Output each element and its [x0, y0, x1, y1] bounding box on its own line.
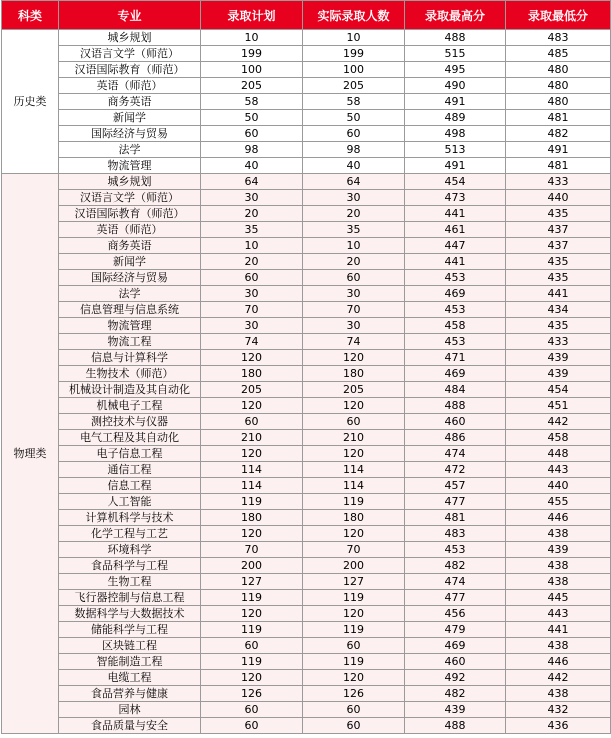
category-group — [2, 30, 611, 174]
plan-cell: 98 — [201, 142, 303, 158]
plan-cell: 40 — [201, 158, 303, 174]
table-row — [2, 558, 611, 574]
table-row — [2, 686, 611, 702]
max-score-cell: 495 — [405, 62, 506, 78]
plan-cell: 180 — [201, 510, 303, 526]
plan-cell: 119 — [201, 590, 303, 606]
admitted-cell: 60 — [303, 702, 405, 718]
max-score-cell: 488 — [405, 398, 506, 414]
major-cell: 园林 — [59, 702, 201, 718]
admitted-cell: 60 — [303, 126, 405, 142]
major-cell: 商务英语 — [59, 94, 201, 110]
admitted-cell: 30 — [303, 286, 405, 302]
plan-cell: 70 — [201, 302, 303, 318]
table-row — [2, 670, 611, 686]
plan-cell: 60 — [201, 270, 303, 286]
table-row — [2, 206, 611, 222]
category-group — [2, 174, 611, 734]
min-score-cell: 445 — [506, 590, 611, 606]
major-cell: 信息与计算科学 — [59, 350, 201, 366]
admitted-cell: 100 — [303, 62, 405, 78]
admitted-cell: 35 — [303, 222, 405, 238]
min-score-cell: 434 — [506, 302, 611, 318]
table-row — [2, 526, 611, 542]
admitted-cell: 30 — [303, 318, 405, 334]
max-score-cell: 469 — [405, 366, 506, 382]
min-score-cell: 440 — [506, 478, 611, 494]
table-row — [2, 30, 611, 46]
table-row — [2, 574, 611, 590]
major-cell: 电气工程及其自动化 — [59, 430, 201, 446]
plan-cell: 199 — [201, 46, 303, 62]
table-row — [2, 142, 611, 158]
major-cell: 汉语国际教育（师范） — [59, 62, 201, 78]
plan-cell: 119 — [201, 654, 303, 670]
max-score-cell: 488 — [405, 30, 506, 46]
table-row — [2, 606, 611, 622]
admitted-cell: 205 — [303, 382, 405, 398]
admitted-cell: 10 — [303, 238, 405, 254]
header-min-score: 录取最低分 — [506, 1, 611, 30]
admitted-cell: 10 — [303, 30, 405, 46]
min-score-cell: 483 — [506, 30, 611, 46]
min-score-cell: 438 — [506, 526, 611, 542]
max-score-cell: 471 — [405, 350, 506, 366]
major-cell: 食品营养与健康 — [59, 686, 201, 702]
min-score-cell: 441 — [506, 622, 611, 638]
major-cell: 计算机科学与技术 — [59, 510, 201, 526]
plan-cell: 35 — [201, 222, 303, 238]
min-score-cell: 438 — [506, 574, 611, 590]
min-score-cell: 438 — [506, 558, 611, 574]
max-score-cell: 515 — [405, 46, 506, 62]
min-score-cell: 482 — [506, 126, 611, 142]
min-score-cell: 446 — [506, 510, 611, 526]
min-score-cell: 481 — [506, 110, 611, 126]
table-row — [2, 638, 611, 654]
admitted-cell: 127 — [303, 574, 405, 590]
admitted-cell: 205 — [303, 78, 405, 94]
max-score-cell: 460 — [405, 654, 506, 670]
admitted-cell: 180 — [303, 510, 405, 526]
max-score-cell: 453 — [405, 542, 506, 558]
plan-cell: 58 — [201, 94, 303, 110]
min-score-cell: 481 — [506, 158, 611, 174]
min-score-cell: 455 — [506, 494, 611, 510]
plan-cell: 60 — [201, 126, 303, 142]
max-score-cell: 483 — [405, 526, 506, 542]
min-score-cell: 443 — [506, 606, 611, 622]
plan-cell: 114 — [201, 462, 303, 478]
plan-cell: 205 — [201, 382, 303, 398]
plan-cell: 60 — [201, 638, 303, 654]
major-cell: 电子信息工程 — [59, 446, 201, 462]
major-cell: 英语（师范） — [59, 222, 201, 238]
min-score-cell: 439 — [506, 542, 611, 558]
admitted-cell: 120 — [303, 446, 405, 462]
plan-cell: 60 — [201, 414, 303, 430]
header-major: 专业 — [59, 1, 201, 30]
max-score-cell: 513 — [405, 142, 506, 158]
max-score-cell: 482 — [405, 686, 506, 702]
admitted-cell: 119 — [303, 654, 405, 670]
admitted-cell: 64 — [303, 174, 405, 190]
min-score-cell: 435 — [506, 270, 611, 286]
major-cell: 法学 — [59, 286, 201, 302]
plan-cell: 119 — [201, 622, 303, 638]
max-score-cell: 469 — [405, 638, 506, 654]
plan-cell: 210 — [201, 430, 303, 446]
table-row — [2, 478, 611, 494]
major-cell: 生物技术（师范） — [59, 366, 201, 382]
plan-cell: 126 — [201, 686, 303, 702]
max-score-cell: 489 — [405, 110, 506, 126]
table-row — [2, 398, 611, 414]
plan-cell: 60 — [201, 702, 303, 718]
table-row — [2, 46, 611, 62]
admitted-cell: 119 — [303, 590, 405, 606]
plan-cell: 114 — [201, 478, 303, 494]
min-score-cell: 442 — [506, 414, 611, 430]
min-score-cell: 432 — [506, 702, 611, 718]
max-score-cell: 490 — [405, 78, 506, 94]
min-score-cell: 435 — [506, 254, 611, 270]
admitted-cell: 58 — [303, 94, 405, 110]
table-row — [2, 510, 611, 526]
major-cell: 汉语言文学（师范） — [59, 46, 201, 62]
max-score-cell: 441 — [405, 206, 506, 222]
min-score-cell: 433 — [506, 174, 611, 190]
table-row — [2, 702, 611, 718]
plan-cell: 127 — [201, 574, 303, 590]
max-score-cell: 439 — [405, 702, 506, 718]
table-row — [2, 158, 611, 174]
min-score-cell: 451 — [506, 398, 611, 414]
max-score-cell: 477 — [405, 494, 506, 510]
admitted-cell: 114 — [303, 478, 405, 494]
max-score-cell: 492 — [405, 670, 506, 686]
major-cell: 飞行器控制与信息工程 — [59, 590, 201, 606]
min-score-cell: 480 — [506, 62, 611, 78]
table-row — [2, 286, 611, 302]
plan-cell: 200 — [201, 558, 303, 574]
header-plan: 录取计划 — [201, 1, 303, 30]
min-score-cell: 436 — [506, 718, 611, 734]
table-row — [2, 382, 611, 398]
min-score-cell: 437 — [506, 238, 611, 254]
plan-cell: 205 — [201, 78, 303, 94]
table-row — [2, 542, 611, 558]
admitted-cell: 200 — [303, 558, 405, 574]
min-score-cell: 448 — [506, 446, 611, 462]
max-score-cell: 477 — [405, 590, 506, 606]
major-cell: 汉语国际教育（师范） — [59, 206, 201, 222]
table-row — [2, 366, 611, 382]
min-score-cell: 491 — [506, 142, 611, 158]
plan-cell: 30 — [201, 318, 303, 334]
major-cell: 机械设计制造及其自动化 — [59, 382, 201, 398]
min-score-cell: 433 — [506, 334, 611, 350]
major-cell: 国际经济与贸易 — [59, 270, 201, 286]
table-row — [2, 622, 611, 638]
max-score-cell: 479 — [405, 622, 506, 638]
plan-cell: 10 — [201, 238, 303, 254]
table-row — [2, 334, 611, 350]
plan-cell: 120 — [201, 526, 303, 542]
admitted-cell: 70 — [303, 542, 405, 558]
major-cell: 商务英语 — [59, 238, 201, 254]
plan-cell: 119 — [201, 494, 303, 510]
admitted-cell: 40 — [303, 158, 405, 174]
admitted-cell: 60 — [303, 638, 405, 654]
plan-cell: 30 — [201, 190, 303, 206]
max-score-cell: 488 — [405, 718, 506, 734]
table-row — [2, 430, 611, 446]
plan-cell: 30 — [201, 286, 303, 302]
max-score-cell: 481 — [405, 510, 506, 526]
table-row — [2, 590, 611, 606]
major-cell: 城乡规划 — [59, 30, 201, 46]
table-row — [2, 110, 611, 126]
major-cell: 信息管理与信息系统 — [59, 302, 201, 318]
table-row — [2, 78, 611, 94]
header-max-score: 录取最高分 — [405, 1, 506, 30]
max-score-cell: 491 — [405, 94, 506, 110]
major-cell: 生物工程 — [59, 574, 201, 590]
table-row — [2, 718, 611, 734]
max-score-cell: 474 — [405, 574, 506, 590]
admitted-cell: 120 — [303, 350, 405, 366]
max-score-cell: 469 — [405, 286, 506, 302]
category-cell: 物理类 — [2, 174, 59, 734]
min-score-cell: 480 — [506, 78, 611, 94]
min-score-cell: 435 — [506, 206, 611, 222]
admitted-cell: 120 — [303, 670, 405, 686]
header-category: 科类 — [2, 1, 59, 30]
plan-cell: 60 — [201, 718, 303, 734]
major-cell: 英语（师范） — [59, 78, 201, 94]
major-cell: 化学工程与工艺 — [59, 526, 201, 542]
min-score-cell: 480 — [506, 94, 611, 110]
plan-cell: 20 — [201, 254, 303, 270]
admission-table-container — [1, 0, 610, 734]
major-cell: 物流管理 — [59, 318, 201, 334]
major-cell: 通信工程 — [59, 462, 201, 478]
min-score-cell: 443 — [506, 462, 611, 478]
major-cell: 国际经济与贸易 — [59, 126, 201, 142]
admitted-cell: 20 — [303, 254, 405, 270]
plan-cell: 50 — [201, 110, 303, 126]
major-cell: 区块链工程 — [59, 638, 201, 654]
max-score-cell: 491 — [405, 158, 506, 174]
max-score-cell: 461 — [405, 222, 506, 238]
header-admitted: 实际录取人数 — [303, 1, 405, 30]
min-score-cell: 437 — [506, 222, 611, 238]
major-cell: 电缆工程 — [59, 670, 201, 686]
min-score-cell: 454 — [506, 382, 611, 398]
admitted-cell: 60 — [303, 414, 405, 430]
table-row — [2, 270, 611, 286]
plan-cell: 120 — [201, 670, 303, 686]
major-cell: 食品质量与安全 — [59, 718, 201, 734]
admitted-cell: 50 — [303, 110, 405, 126]
max-score-cell: 454 — [405, 174, 506, 190]
max-score-cell: 457 — [405, 478, 506, 494]
admitted-cell: 210 — [303, 430, 405, 446]
table-row — [2, 254, 611, 270]
major-cell: 环境科学 — [59, 542, 201, 558]
min-score-cell: 439 — [506, 366, 611, 382]
min-score-cell: 442 — [506, 670, 611, 686]
admitted-cell: 120 — [303, 398, 405, 414]
max-score-cell: 473 — [405, 190, 506, 206]
min-score-cell: 446 — [506, 654, 611, 670]
table-row — [2, 318, 611, 334]
admitted-cell: 119 — [303, 622, 405, 638]
max-score-cell: 472 — [405, 462, 506, 478]
max-score-cell: 482 — [405, 558, 506, 574]
table-row — [2, 654, 611, 670]
admitted-cell: 119 — [303, 494, 405, 510]
admitted-cell: 98 — [303, 142, 405, 158]
plan-cell: 120 — [201, 606, 303, 622]
max-score-cell: 447 — [405, 238, 506, 254]
major-cell: 物流管理 — [59, 158, 201, 174]
table-header — [2, 1, 611, 30]
major-cell: 物流工程 — [59, 334, 201, 350]
max-score-cell: 460 — [405, 414, 506, 430]
table-row — [2, 94, 611, 110]
major-cell: 法学 — [59, 142, 201, 158]
min-score-cell: 458 — [506, 430, 611, 446]
admitted-cell: 114 — [303, 462, 405, 478]
major-cell: 人工智能 — [59, 494, 201, 510]
major-cell: 食品科学与工程 — [59, 558, 201, 574]
major-cell: 信息工程 — [59, 478, 201, 494]
table-row — [2, 190, 611, 206]
admitted-cell: 120 — [303, 526, 405, 542]
admitted-cell: 30 — [303, 190, 405, 206]
max-score-cell: 458 — [405, 318, 506, 334]
table-row — [2, 446, 611, 462]
max-score-cell: 474 — [405, 446, 506, 462]
major-cell: 储能科学与工程 — [59, 622, 201, 638]
table-row — [2, 462, 611, 478]
major-cell: 测控技术与仪器 — [59, 414, 201, 430]
min-score-cell: 440 — [506, 190, 611, 206]
plan-cell: 120 — [201, 350, 303, 366]
max-score-cell: 453 — [405, 302, 506, 318]
min-score-cell: 438 — [506, 686, 611, 702]
table-row — [2, 222, 611, 238]
major-cell: 智能制造工程 — [59, 654, 201, 670]
max-score-cell: 484 — [405, 382, 506, 398]
category-cell: 历史类 — [2, 30, 59, 174]
admitted-cell: 70 — [303, 302, 405, 318]
table-row — [2, 238, 611, 254]
major-cell: 数据科学与大数据技术 — [59, 606, 201, 622]
max-score-cell: 453 — [405, 270, 506, 286]
admitted-cell: 60 — [303, 270, 405, 286]
admitted-cell: 199 — [303, 46, 405, 62]
plan-cell: 10 — [201, 30, 303, 46]
max-score-cell: 456 — [405, 606, 506, 622]
max-score-cell: 453 — [405, 334, 506, 350]
plan-cell: 180 — [201, 366, 303, 382]
max-score-cell: 498 — [405, 126, 506, 142]
major-cell: 城乡规划 — [59, 174, 201, 190]
table-row — [2, 414, 611, 430]
admitted-cell: 120 — [303, 606, 405, 622]
table-row — [2, 302, 611, 318]
max-score-cell: 441 — [405, 254, 506, 270]
table-row — [2, 174, 611, 190]
plan-cell: 70 — [201, 542, 303, 558]
plan-cell: 120 — [201, 398, 303, 414]
plan-cell: 74 — [201, 334, 303, 350]
admitted-cell: 126 — [303, 686, 405, 702]
table-row — [2, 350, 611, 366]
max-score-cell: 486 — [405, 430, 506, 446]
min-score-cell: 485 — [506, 46, 611, 62]
major-cell: 机械电子工程 — [59, 398, 201, 414]
major-cell: 汉语言文学（师范） — [59, 190, 201, 206]
min-score-cell: 435 — [506, 318, 611, 334]
admitted-cell: 20 — [303, 206, 405, 222]
admitted-cell: 74 — [303, 334, 405, 350]
table-row — [2, 126, 611, 142]
plan-cell: 120 — [201, 446, 303, 462]
header-row — [2, 1, 611, 30]
min-score-cell: 441 — [506, 286, 611, 302]
plan-cell: 64 — [201, 174, 303, 190]
major-cell: 新闻学 — [59, 254, 201, 270]
admission-table — [1, 0, 611, 734]
plan-cell: 20 — [201, 206, 303, 222]
table-row — [2, 494, 611, 510]
major-cell: 新闻学 — [59, 110, 201, 126]
admitted-cell: 60 — [303, 718, 405, 734]
table-row — [2, 62, 611, 78]
admitted-cell: 180 — [303, 366, 405, 382]
plan-cell: 100 — [201, 62, 303, 78]
min-score-cell: 438 — [506, 638, 611, 654]
min-score-cell: 439 — [506, 350, 611, 366]
